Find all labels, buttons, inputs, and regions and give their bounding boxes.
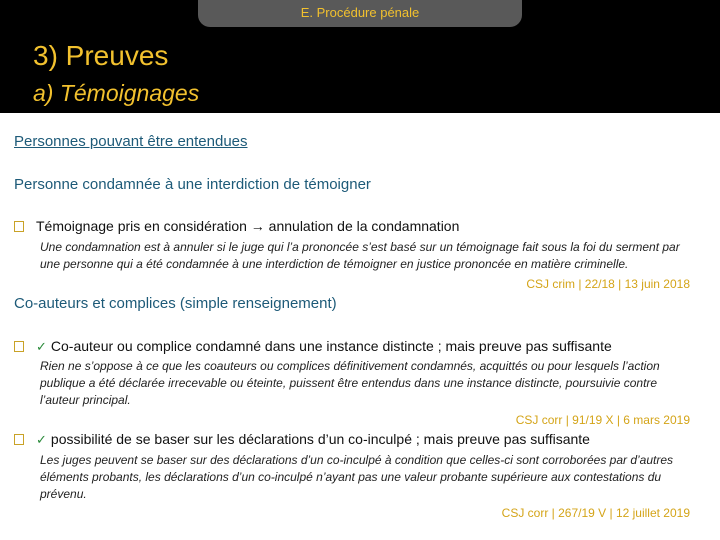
quote-1: Une condamnation est à annuler si le juge qui l’a prononcée s’est basé sur un témoignage fait sous la foi du serment par une personne qui a été condamnée à une interdiction de témoigner en justice prononcée en matière criminelle. [40,240,680,271]
slide-subtitle: a) Témoignages [33,80,200,106]
section-heading-2: Co-auteurs et complices (simple renseignement) [14,295,337,312]
section-tab: E. Procédure pénale [198,0,522,27]
bullet-text: possibilité de se baser sur les déclarations d’un co-inculpé ; mais preuve pas suffisante [50,431,590,447]
quote-2: Rien ne s’oppose à ce que les coauteurs ou complices définitivement condamnés, acquittés ou pour lesquels l’action publique a été déclarée irrecevable ou éteinte, puissent être entendus dans une instance distincte, poursuivie contre l’auteur principal. [40,359,660,407]
check-icon: ✓ [36,339,47,354]
bullet-3 [14,431,590,448]
check-icon: ✓ [36,432,47,447]
quote-3: Les juges peuvent se baser sur des déclarations d’un co-inculpé à condition que celles-ci sont corroborées par d’autres éléments probants, les déclarations d’un co-inculpé n’ayant pas une valeur probante supérieure aux contestations du prévenu. [40,453,674,501]
reference-1: CSJ crim | 22/18 | 13 juin 2018 [526,277,690,291]
bullet-box-icon [14,434,24,445]
reference-3: CSJ corr | 267/19 V | 12 juillet 2019 [501,506,690,520]
bullet-text: Témoignage pris en considération → annulation de la condamnation [36,218,460,234]
slide-title: 3) Preuves [33,40,169,71]
bullet-text: Co-auteur ou complice condamné dans une instance distincte ; mais preuve pas suffisante [50,338,612,354]
reference-2: CSJ corr | 91/19 X | 6 mars 2019 [515,413,690,427]
link-personnes[interactable]: Personnes pouvant être entendues [14,133,248,150]
bullet-2 [14,338,612,355]
bullet-box-icon [14,221,24,232]
bullet-1 [14,218,459,234]
slide-header [0,0,720,113]
section-heading-1: Personne condamnée à une interdiction de témoigner [14,176,371,193]
bullet-box-icon [14,341,24,352]
